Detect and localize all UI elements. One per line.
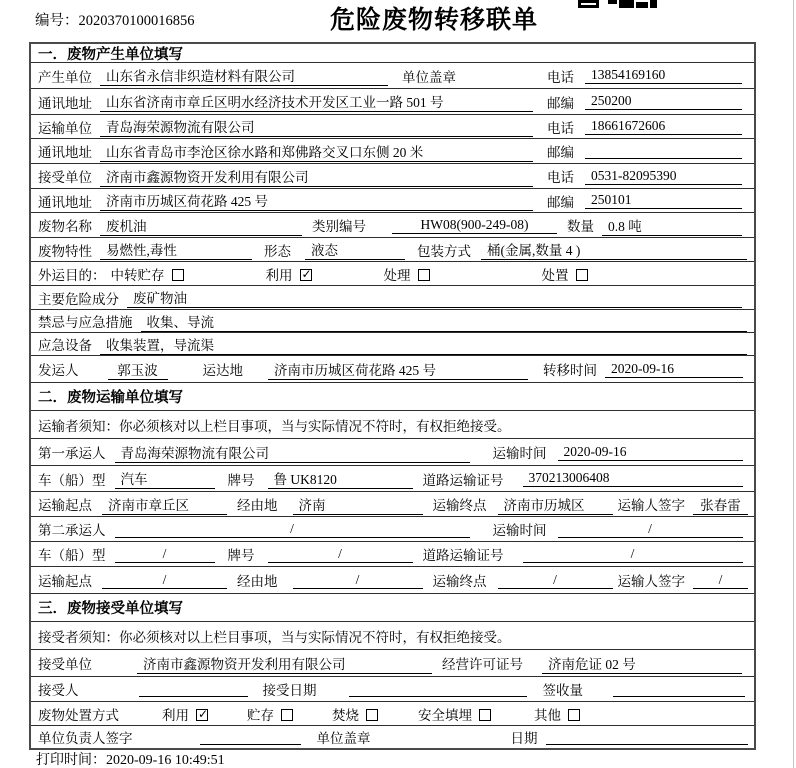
row-disposal-method [31,702,754,726]
transporter-address-value: 山东省青岛市李沧区徐水路和郑佛路交叉口东侧 20 米 [100,141,533,162]
row-purpose [31,262,754,286]
producer-label: 产生单位 [38,69,92,85]
quantity-value: 0.8 吨 [602,215,742,236]
receiver-address-value: 济南市历城区荷花路 425 号 [100,190,533,211]
row-first-carrier [31,439,754,466]
row-manager-sign [31,726,754,748]
purpose-label: 外运目的： [38,267,106,283]
date-label: 日期 [510,731,538,746]
row-emergency-measures [31,310,754,333]
transporter-sign1-value: 张春雷 [693,494,748,515]
row-receiving-unit [31,650,754,677]
receiver-value: 济南市鑫源物资开发利用有限公司 [100,166,533,187]
row-receiver-address [31,189,754,213]
row-hazard-component [31,286,754,310]
receiving-unit-label: 接受单位 [38,657,92,672]
shipper-value: 郭玉波 [108,359,168,380]
option-label: 安全填埋 [418,707,472,723]
receive-date-label: 接受日期 [262,683,317,698]
quantity-label: 数量 [567,219,594,234]
row-vehicle2 [31,542,754,567]
terminus-label: 运输终点 [432,498,487,513]
origin-label: 运输起点 [38,574,92,589]
receiver-zip-value: 250101 [585,192,742,209]
receive-amount-label: 签收量 [542,683,583,698]
second-carrier-value: / [115,521,470,538]
plate2-value: / [268,546,413,563]
print-time-line [36,749,225,768]
checkbox-disposal-incinerate [366,709,378,721]
row-producer-address [31,89,754,115]
packaging-value: 桶(金属,数量 4 ) [481,239,747,260]
disposal-option-store [247,704,293,724]
via2-value: / [293,572,423,589]
row-waste-name [31,213,754,238]
transporter-zip-value [585,143,742,159]
road-permit-label: 道路运输证号 [422,548,504,563]
disposal-option-other [534,704,580,724]
second-carrier-label: 第二承运人 [38,523,106,538]
checkbox-treat [418,269,430,281]
waste-name-value: 废机油 [100,215,302,236]
row-shipper [31,356,754,383]
hazard-label: 主要危险成分 [38,291,119,307]
phone-label: 电话 [547,170,574,185]
first-carrier-value: 青岛海荣源物流有限公司 [115,442,470,463]
page-title: 危险废物转移联单 [330,6,539,34]
row-transporter-address [31,139,754,164]
vehicle-type-label: 车（船）型 [38,548,106,563]
vehicle-type-label: 车（船）型 [38,472,106,488]
shipper-label: 发运人 [38,363,79,378]
plate1-value: 鲁 UK8120 [268,468,413,489]
license-label: 经营许可证号 [442,657,523,672]
zip-label: 邮编 [547,95,574,111]
transport-time2-value: / [558,521,743,538]
terminus2-value: / [498,572,613,589]
destination-label: 运达地 [202,363,243,378]
print-time-value: 2020-09-16 10:49:51 [106,753,225,768]
transfer-form-table [29,42,756,750]
transfer-time-value: 2020-09-16 [605,361,743,378]
transporter-value: 青岛海荣源物流有限公司 [100,116,533,137]
checkbox-utilize [300,269,312,281]
row-second-carrier [31,517,754,542]
recipient-value [139,681,248,697]
phone-label: 电话 [547,69,574,85]
address-label: 通讯地址 [38,194,92,210]
checkbox-transfer-storage [172,269,184,281]
transport-time1-value: 2020-09-16 [558,444,743,461]
checkbox-disposal-utilize [196,709,208,721]
row-transporter [31,115,754,139]
origin-label: 运输起点 [38,498,92,513]
receive-amount-value [613,681,745,697]
plate-label: 牌号 [227,548,255,563]
serial-value: 2020370100016856 [78,13,195,29]
road-permit-label: 道路运输证号 [422,472,504,488]
via-label: 经由地 [237,498,278,513]
form-label: 形态 [264,243,291,259]
row-vehicle1 [31,466,754,492]
category-value: HW08(900-249-08) [392,217,557,234]
transporter-notice-text: 运输者须知：你必须核对以上栏目事项，当与实际情况不符时，有权拒绝接受。 [38,418,511,434]
destination-value: 济南市历城区荷花路 425 号 [268,359,528,380]
qr-code-fragment [578,0,658,9]
section3-title: 三．废物接受单位填写 [38,601,183,617]
terminus1-value: 济南市历城区 [498,494,613,515]
vehicle-type1-value: 汽车 [115,468,215,489]
row-route1 [31,492,754,517]
row-receiver-notice [31,622,754,650]
receiver-phone-value: 0531-82095390 [585,168,742,185]
receiving-unit-value: 济南市鑫源物资开发利用有限公司 [137,653,432,674]
serial-number-line [35,9,195,30]
row-producer [31,63,754,89]
transporter-sign-label: 运输人签字 [617,498,685,513]
option-label: 利用 [265,267,293,283]
purpose-option-utilize [266,264,312,284]
license-value: 济南危证 02 号 [542,653,742,674]
via1-value: 济南 [293,494,423,515]
date-value [546,729,748,745]
option-label: 处理 [383,267,411,283]
purpose-option-treat [384,264,430,284]
receiver-notice-text: 接受者须知：你必须核对以上栏目事项，当与实际情况不符时，有权拒绝接受。 [38,629,511,645]
section2-title: 二．废物运输单位填写 [38,390,183,406]
checkbox-disposal-store [281,709,293,721]
purpose-option-transfer-storage [111,264,184,284]
row-waste-traits [31,238,754,262]
transport-time-label: 运输时间 [492,446,547,461]
disposal-option-landfill [418,704,491,724]
row-recipient [31,677,754,702]
option-label: 贮存 [247,707,274,723]
packaging-label: 包装方式 [417,243,471,259]
manager-sign-value [200,729,301,745]
origin1-value: 济南市章丘区 [102,494,227,515]
via-label: 经由地 [237,574,278,589]
producer-zip-value: 250200 [585,93,742,110]
producer-value: 山东省永信非织造材料有限公司 [100,65,388,86]
checkbox-dispose [576,269,588,281]
address-label: 通讯地址 [38,145,92,160]
transporter-phone-value: 18661672606 [585,118,742,135]
hazard-value: 废矿物油 [127,287,742,308]
option-label: 中转贮存 [110,267,165,283]
option-label: 处置 [541,267,569,283]
checkbox-disposal-landfill [479,709,491,721]
road-permit2-value: / [523,546,743,563]
print-time-label: 打印时间： [36,753,106,768]
section1-title: 一．废物产生单位填写 [38,46,183,63]
address-label: 通讯地址 [38,95,92,111]
producer-address-value: 山东省济南市章丘区明水经济技术开发区工业一路 501 号 [100,91,533,112]
purpose-option-dispose [542,264,588,284]
terminus-label: 运输终点 [432,574,487,589]
emergency-label: 禁忌与应急措施 [38,315,133,330]
zip-label: 邮编 [547,194,574,210]
transporter-label: 运输单位 [38,120,92,136]
transporter-sign-label: 运输人签字 [617,574,685,589]
vehicle-type2-value: / [115,546,215,563]
transport-time-label: 运输时间 [492,523,547,538]
receiver-label: 接受单位 [38,170,92,185]
traits-value: 易燃性,毒性 [100,239,252,260]
category-label: 类别编号 [312,219,366,234]
recipient-label: 接受人 [38,683,79,698]
option-label: 其他 [534,707,561,723]
section1-header [31,44,754,63]
row-emergency-equipment [31,333,754,356]
phone-label: 电话 [547,120,574,136]
section3-header [31,594,754,622]
plate-label: 牌号 [227,472,255,488]
row-transporter-notice [31,411,754,439]
unit-seal-label: 单位盖章 [402,69,456,85]
transporter-sign2-value: / [693,572,748,589]
manager-sign-label: 单位负责人签字 [38,731,133,746]
disposal-method-label: 废物处置方式 [38,707,119,723]
receive-date-value [349,681,527,697]
section2-header [31,383,754,411]
row-route2 [31,567,754,594]
page-edge-line [793,0,794,768]
form-value: 液态 [305,239,405,260]
emergency-value: 收集、导流 [141,311,747,332]
equipment-label: 应急设备 [38,338,92,353]
checkbox-disposal-other [568,709,580,721]
road-permit1-value: 370213006408 [523,470,743,487]
traits-label: 废物特性 [38,243,92,259]
producer-phone-value: 13854169160 [585,67,742,84]
disposal-option-utilize [162,704,208,724]
transfer-time-label: 转移时间 [543,363,597,378]
unit-seal-label: 单位盖章 [316,731,371,746]
serial-label: 编号： [35,13,79,29]
first-carrier-label: 第一承运人 [38,446,106,461]
option-label: 焚烧 [332,707,359,723]
origin2-value: / [102,572,227,589]
disposal-option-incinerate [332,704,378,724]
waste-name-label: 废物名称 [38,219,92,234]
option-label: 利用 [162,707,189,723]
row-receiver [31,164,754,189]
zip-label: 邮编 [547,145,574,160]
equipment-value: 收集装置，导流渠 [100,334,747,355]
